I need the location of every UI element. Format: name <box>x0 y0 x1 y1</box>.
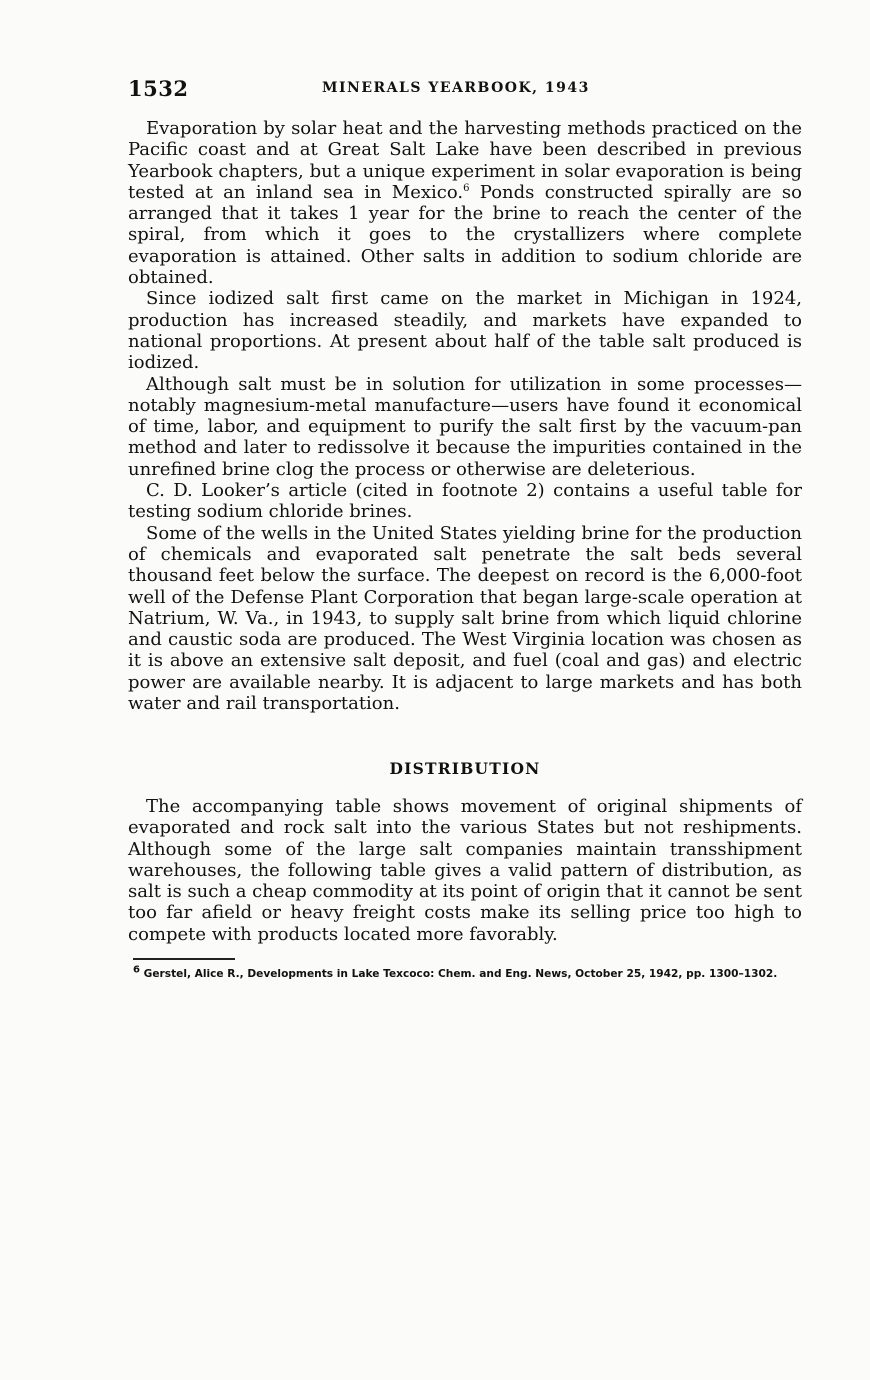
footnote-text: Gerstel, Alice R., Developments in Lake Texcoco: Chem. and Eng. News, October 25, 1942, pp. 1300–1302. <box>139 968 778 980</box>
footnote <box>133 964 805 981</box>
footnote-marker: 6 <box>133 964 140 976</box>
paragraph-brine-wells: Some of the wells in the United States yielding brine for the production of chemicals and evaporated salt penetrate the salt beds several thousand feet below the surface. The deepest on record is the 6,000-foot well of the Defense Plant Corporation that began large-scale operation at Natrium, W. Va., in 1943, to supply salt brine from which liquid chlorine and caustic soda are produced. The West Virginia location was chosen as it is above an extensive salt deposit, and fuel (coal and gas) and electric power are available nearby. It is adjacent to large markets and has both water and rail transportation. <box>128 522 802 715</box>
page-header <box>128 76 808 102</box>
paragraph-distribution: The accompanying table shows movement of original shipments of evaporated and rock salt into the various States but not reshipments. Although some of the large salt companies maintain transshipment warehouses, the following table gives a valid pattern of distribution, as salt is such a cheap commodity at its point of origin that it cannot be sent too far afield or heavy freight costs make its selling price too high to compete with products located more favorably. <box>128 796 802 945</box>
footnote-divider <box>133 958 235 960</box>
section-body <box>128 796 802 945</box>
paragraph-text: Ponds constructed spirally are so arranged that it takes 1 year for the brine to reach the center of the spiral, from which it goes to the crystallizers where complete evaporation is attained. Other salts in addition to sodium chloride are obtained. <box>128 181 802 289</box>
paragraph-purification: Although salt must be in solution for utilization in some processes—notably magnesium-metal manufacture—users have found it economical of time, labor, and equipment to purify the salt first by the vacuum-pan method and later to redissolve it because the impurities contained in the unrefined brine clog the process or otherwise are deleterious. <box>128 373 802 480</box>
section-heading: DISTRIBUTION <box>389 759 541 778</box>
running-head: MINERALS YEARBOOK, 1943 <box>322 80 590 96</box>
page-number: 1532 <box>128 76 189 101</box>
paragraph-text: Evaporation by solar heat and the harvesting methods practiced on the Pacific coast and at Great Salt Lake have been described in previous Yearbook chapters, but a unique experiment in solar evaporation is being tested at an inland sea in Mexico. <box>128 118 802 203</box>
paragraph-solar-evaporation <box>128 118 802 288</box>
footnote-reference: 6 <box>463 182 470 194</box>
paragraph-looker-article: C. D. Looker’s article (cited in footnote 2) contains a useful table for testing sodium chloride brines. <box>128 480 802 523</box>
paragraph-iodized-salt: Since iodized salt first came on the market in Michigan in 1924, production has increased steadily, and markets have expanded to national proportions. At present about half of the table salt produced is iodized. <box>128 288 802 374</box>
body-text <box>128 118 802 714</box>
